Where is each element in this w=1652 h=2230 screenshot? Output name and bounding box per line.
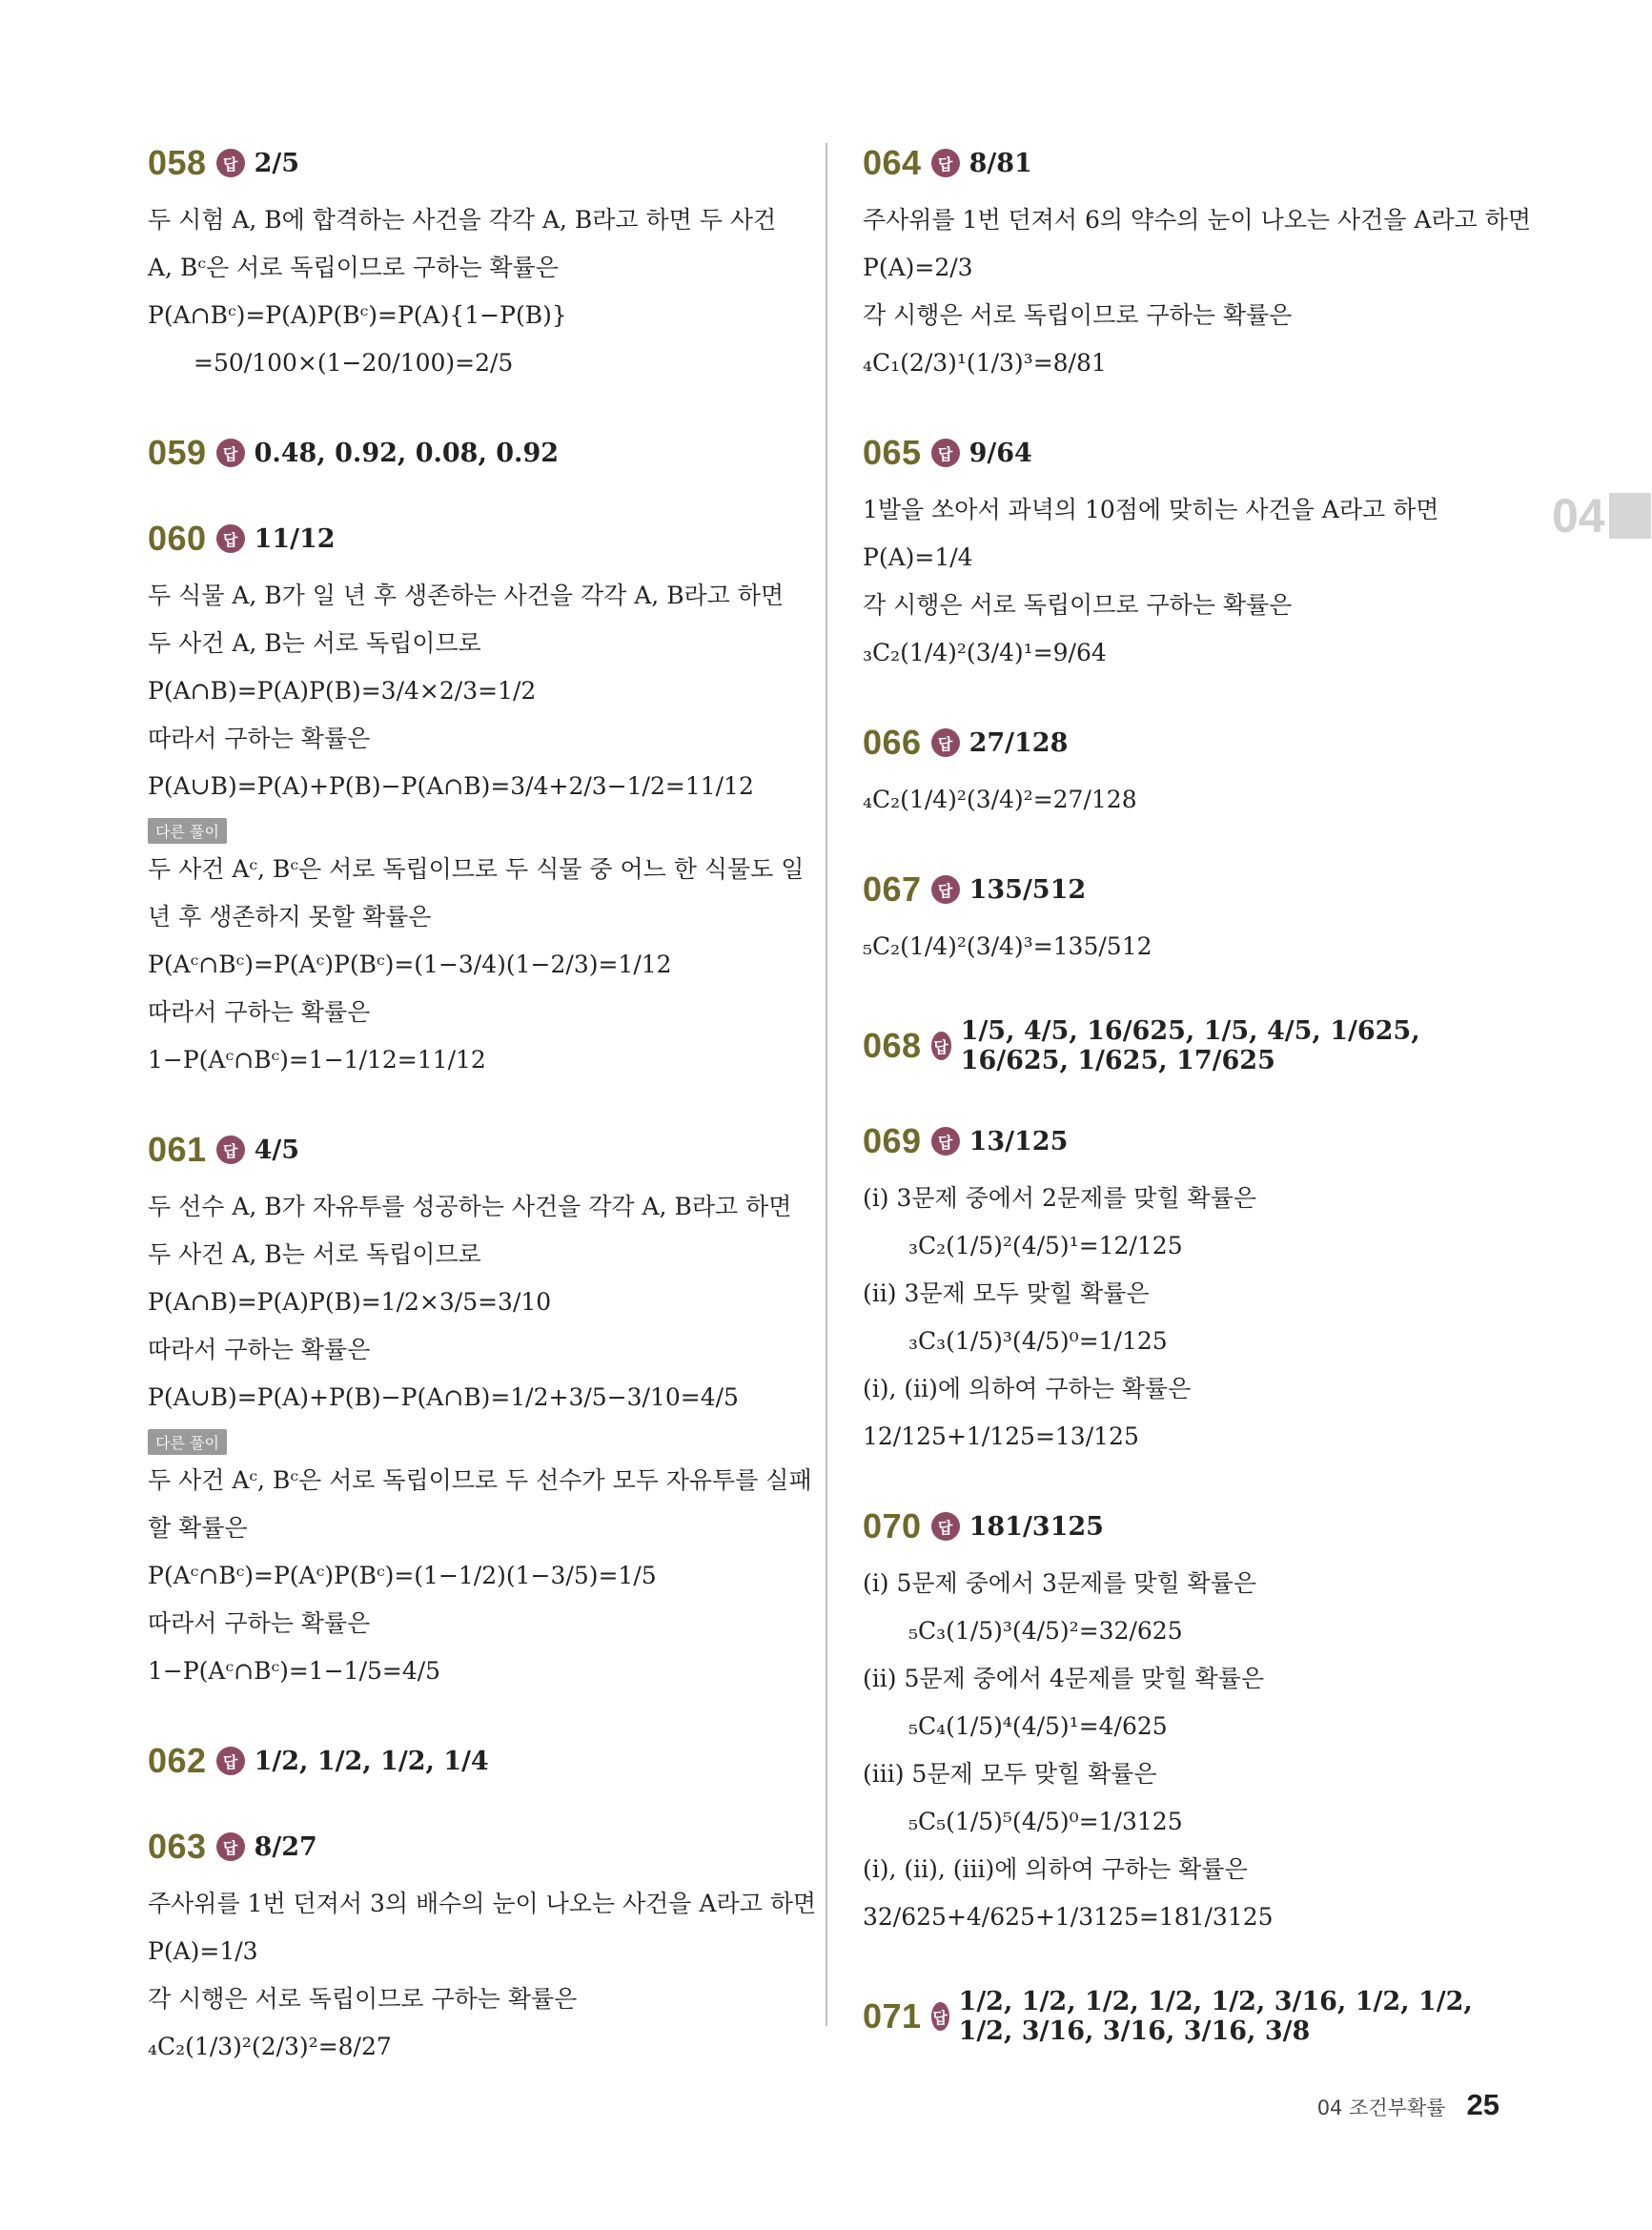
problem-067 — [863, 869, 1511, 971]
solution-line: 주사위를 1번 던져서 3의 배수의 눈이 나오는 사건을 A라고 하면 — [148, 1890, 816, 1917]
problem-071 — [863, 1987, 1511, 2046]
solution-line: 두 사건 Aᶜ, Bᶜ은 서로 독립이므로 두 식물 중 어느 한 식물도 일 — [148, 855, 805, 883]
problem-header — [863, 433, 1511, 473]
solution-line: ₃C₃(1/5)³(4/5)⁰=1/125 — [908, 1327, 1168, 1355]
solution-line: 12/125+1/125=13/125 — [863, 1422, 1139, 1450]
problem-number: 070 — [863, 1506, 922, 1545]
problem-number: 063 — [148, 1827, 207, 1866]
answer-badge: 답 — [931, 149, 960, 177]
problem-header — [148, 1827, 796, 1867]
solution-line: 따라서 구하는 확률은 — [148, 998, 371, 1026]
answer-value: 1/2, 1/2, 1/2, 1/2, 1/2, 3/16, 1/2, 1/2, 1/2, 3/16, 3/16, 3/16, 3/8 — [958, 1987, 1473, 2046]
answer-badge: 답 — [216, 1135, 245, 1164]
problem-number: 062 — [148, 1741, 207, 1780]
solution-line: 두 식물 A, B가 일 년 후 생존하는 사건을 각각 A, B라고 하면 — [148, 582, 785, 609]
problem-number: 066 — [863, 723, 922, 762]
answer-badge: 답 — [216, 1832, 245, 1861]
answer-value: 11/12 — [254, 523, 336, 554]
solution-line: (ⅱ) 3문제 모두 맞힐 확률은 — [863, 1279, 1150, 1307]
problem-number: 069 — [863, 1121, 922, 1160]
chapter-title: 04 조건부확률 — [1316, 2097, 1446, 2119]
answer-value: 8/27 — [254, 1831, 317, 1862]
solution-line: (ⅲ) 5문제 모두 맞힐 확률은 — [863, 1760, 1157, 1788]
problem-header — [148, 1741, 796, 1781]
alt-solution-label: 다른 풀이 — [148, 818, 227, 844]
solution-line: 따라서 구하는 확률은 — [148, 1609, 371, 1637]
solution-line: 32/625+4/625+1/3125=181/3125 — [863, 1903, 1274, 1931]
solution-line: ₄C₁(2/3)¹(1/3)³=8/81 — [863, 349, 1107, 377]
answer-badge: 답 — [216, 524, 245, 553]
solution-line: 할 확률은 — [148, 1514, 248, 1542]
problem-063 — [148, 1827, 816, 2071]
answer-badge: 답 — [216, 439, 245, 467]
problem-number: 064 — [863, 143, 922, 182]
answer-value: 1/5, 4/5, 16/625, 1/5, 4/5, 1/625, 16/625, 1/625, 17/625 — [960, 1016, 1420, 1075]
answer-badge: 답 — [216, 149, 245, 177]
solution-line: 두 선수 A, B가 자유투를 성공하는 사건을 각각 A, B라고 하면 — [148, 1193, 792, 1220]
problem-number: 067 — [863, 869, 922, 909]
problem-header — [148, 143, 796, 183]
solution-line: 두 사건 A, B는 서로 독립이므로 — [148, 1240, 481, 1268]
solution-line: 따라서 구하는 확률은 — [148, 725, 371, 752]
problem-header — [863, 1121, 1511, 1161]
answer-value: 135/512 — [969, 874, 1087, 905]
solution-line: 따라서 구하는 확률은 — [148, 1336, 371, 1363]
answer-value: 13/125 — [969, 1126, 1069, 1156]
problem-number: 071 — [863, 1996, 922, 2036]
answer-value: 9/64 — [969, 438, 1032, 468]
answer-badge: 답 — [931, 1512, 960, 1541]
solution-line: P(A∩B)=P(A)P(B)=1/2×3/5=3/10 — [148, 1288, 552, 1316]
chapter-side-tab — [1552, 488, 1651, 543]
problem-header — [863, 143, 1511, 183]
solution-line: 각 시행은 서로 독립이므로 구하는 확률은 — [863, 591, 1293, 619]
problem-number: 059 — [148, 433, 207, 472]
solution-line: (ⅰ), (ⅱ)에 의하여 구하는 확률은 — [863, 1375, 1192, 1402]
answer-value: 4/5 — [254, 1135, 300, 1165]
right-column — [863, 143, 1531, 2092]
solution-line: 각 시행은 서로 독립이므로 구하는 확률은 — [863, 301, 1293, 329]
solution-line: 두 사건 A, B는 서로 독립이므로 — [148, 629, 481, 657]
answer-badge: 답 — [931, 1032, 951, 1060]
solution-line: 1−P(Aᶜ∩Bᶜ)=1−1/12=11/12 — [148, 1046, 486, 1074]
problem-065 — [863, 433, 1511, 677]
column-divider — [826, 143, 827, 2026]
answer-badge: 답 — [931, 875, 960, 904]
solution-line: P(A)=1/3 — [148, 1937, 258, 1965]
problem-number: 068 — [863, 1026, 922, 1065]
problem-061 — [148, 1130, 812, 1695]
answer-badge: 답 — [931, 2002, 949, 2031]
problem-064 — [863, 143, 1531, 387]
problem-number: 058 — [148, 143, 207, 182]
answer-value: 1/2, 1/2, 1/2, 1/4 — [254, 1746, 489, 1776]
answer-value: 2/5 — [254, 148, 300, 178]
solution-line: P(A)=1/4 — [863, 543, 973, 571]
solution-line: ₅C₃(1/5)³(4/5)²=32/625 — [908, 1617, 1183, 1645]
answer-badge: 답 — [216, 1747, 245, 1775]
problem-066 — [863, 723, 1511, 824]
solution-line: 두 시험 A, B에 합격하는 사건을 각각 A, B라고 하면 두 사건 — [148, 206, 777, 234]
problem-070 — [863, 1506, 1511, 1941]
solution-line: (ⅰ) 5문제 중에서 3문제를 맞힐 확률은 — [863, 1569, 1256, 1597]
problem-header — [148, 1130, 796, 1170]
solution-line: (ⅰ), (ⅱ), (ⅲ)에 의하여 구하는 확률은 — [863, 1855, 1248, 1883]
solution-line: P(A∩B)=P(A)P(B)=3/4×2/3=1/2 — [148, 677, 537, 705]
answer-badge: 답 — [931, 439, 960, 467]
problem-060 — [148, 519, 805, 1084]
solution-line: P(A∩Bᶜ)=P(A)P(Bᶜ)=P(A){1−P(B)} — [148, 301, 567, 329]
answer-badge: 답 — [931, 1127, 960, 1156]
problem-header — [863, 869, 1511, 910]
problem-062 — [148, 1741, 796, 1781]
answer-badge: 답 — [931, 728, 960, 757]
solution-line: ₃C₂(1/4)²(3/4)¹=9/64 — [863, 639, 1107, 666]
problem-number: 061 — [148, 1130, 207, 1169]
answer-value: 27/128 — [969, 727, 1069, 758]
solution-line: ₅C₂(1/4)²(3/4)³=135/512 — [863, 932, 1152, 960]
solution-line: ₄C₂(1/3)²(2/3)²=8/27 — [148, 2033, 392, 2060]
problem-header — [148, 433, 796, 473]
solution-line: ₄C₂(1/4)²(3/4)²=27/128 — [863, 786, 1137, 813]
problem-header — [863, 1506, 1511, 1546]
chapter-side-number: 04 — [1552, 489, 1605, 542]
solution-line: 두 사건 Aᶜ, Bᶜ은 서로 독립이므로 두 선수가 모두 자유투를 실패 — [148, 1466, 812, 1494]
problem-header — [863, 723, 1511, 763]
answer-value: 181/3125 — [969, 1511, 1104, 1542]
solution-line: P(Aᶜ∩Bᶜ)=P(Aᶜ)P(Bᶜ)=(1−1/2)(1−3/5)=1/5 — [148, 1562, 657, 1589]
solution-line: =50/100×(1−20/100)=2/5 — [194, 349, 514, 377]
problem-number: 060 — [148, 519, 207, 558]
problem-header — [148, 519, 796, 559]
solution-line: P(Aᶜ∩Bᶜ)=P(Aᶜ)P(Bᶜ)=(1−3/4)(1−2/3)=1/12 — [148, 951, 672, 978]
solution-line: 각 시행은 서로 독립이므로 구하는 확률은 — [148, 1985, 578, 2013]
problem-header — [863, 1016, 1511, 1075]
problem-069 — [863, 1121, 1511, 1461]
solution-line: P(A∪B)=P(A)+P(B)−P(A∩B)=3/4+2/3−1/2=11/12 — [148, 772, 754, 800]
page-number: 25 — [1466, 2088, 1499, 2121]
solution-line: ₃C₂(1/5)²(4/5)¹=12/125 — [908, 1232, 1183, 1259]
answer-value: 8/81 — [969, 148, 1032, 178]
solution-line: P(A)=2/3 — [863, 254, 973, 281]
problem-058 — [148, 143, 796, 387]
problem-059 — [148, 433, 796, 473]
problem-header — [863, 1987, 1511, 2046]
answer-value: 0.48, 0.92, 0.08, 0.92 — [254, 438, 560, 468]
solution-line: (ⅰ) 3문제 중에서 2문제를 맞힐 확률은 — [863, 1184, 1256, 1212]
problem-number: 065 — [863, 433, 922, 472]
problem-068 — [863, 1016, 1511, 1075]
solution-line: (ⅱ) 5문제 중에서 4문제를 맞힐 확률은 — [863, 1665, 1264, 1692]
solution-line: ₅C₄(1/5)⁴(4/5)¹=4/625 — [908, 1712, 1168, 1740]
page-footer — [1317, 2088, 1499, 2122]
solution-line: P(A∪B)=P(A)+P(B)−P(A∩B)=1/2+3/5−3/10=4/5 — [148, 1383, 739, 1411]
solution-line: 1발을 쏘아서 과녁의 10점에 맞히는 사건을 A라고 하면 — [863, 496, 1439, 523]
chapter-side-bar — [1609, 493, 1651, 539]
left-column — [148, 143, 816, 2117]
alt-solution-label: 다른 풀이 — [148, 1429, 227, 1455]
solution-line: ₅C₅(1/5)⁵(4/5)⁰=1/3125 — [908, 1808, 1183, 1835]
solution-line: A, Bᶜ은 서로 독립이므로 구하는 확률은 — [148, 254, 559, 281]
solution-line: 년 후 생존하지 못할 확률은 — [148, 903, 432, 931]
solution-line: 주사위를 1번 던져서 6의 약수의 눈이 나오는 사건을 A라고 하면 — [863, 206, 1531, 234]
solution-line: 1−P(Aᶜ∩Bᶜ)=1−1/5=4/5 — [148, 1657, 441, 1685]
